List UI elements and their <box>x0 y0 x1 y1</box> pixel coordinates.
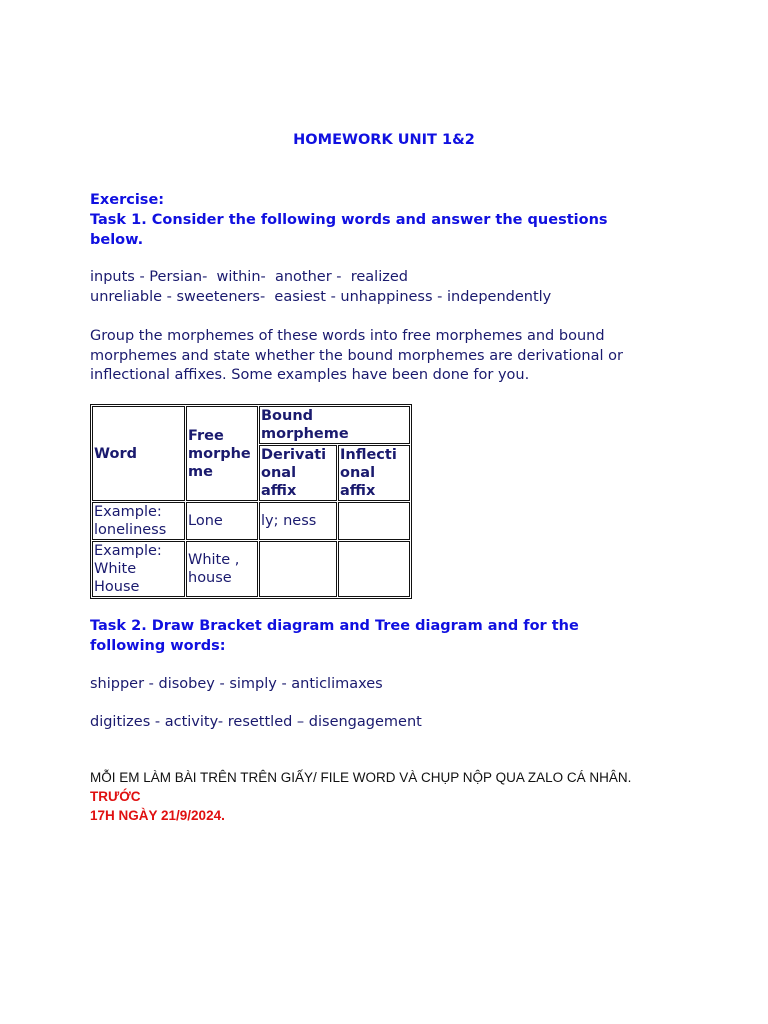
cell-inflectional-affix <box>338 502 410 540</box>
header-free-morpheme: Free morphe me <box>186 406 258 501</box>
submission-instruction: MỖI EM LÀM BÀI TRÊN TRÊN GIẤY/ FILE WORD VÀ CHỤP NỘP QUA ZALO CÁ NHÂN. <box>90 770 632 785</box>
table-row <box>92 502 410 540</box>
task1-words-line1: inputs - Persian- within- another - realized <box>90 269 408 285</box>
cell-derivational-affix <box>259 541 337 597</box>
task1-heading-block <box>90 190 650 250</box>
task1-instructions <box>90 327 670 386</box>
morpheme-table <box>90 404 412 599</box>
cell-word: Example: White House <box>92 541 185 597</box>
task1-words-line2: unreliable - sweeteners- easiest - unhappiness - independently <box>90 288 552 305</box>
header-derivational-affix: Derivati onal affix <box>259 445 337 501</box>
header-word: Word <box>92 406 185 501</box>
deadline-part2: 17H NGÀY 21/9/2024. <box>90 808 225 823</box>
task2-heading-line1: Task 2. Draw Bracket diagram and Tree diagram and for the <box>90 618 579 634</box>
cell-inflectional-affix <box>338 541 410 597</box>
task1-word-list <box>90 268 670 307</box>
page-title: HOMEWORK UNIT 1&2 <box>293 132 475 148</box>
task2-words-line1: shipper - disobey - simply - anticlimaxes <box>90 676 383 692</box>
task2-words-line2: digitizes - activity- resettled – disengagement <box>90 714 422 730</box>
cell-free-morpheme: Lone <box>186 502 258 540</box>
cell-free-morpheme: White , house <box>186 541 258 597</box>
exercise-label: Exercise: <box>90 192 165 208</box>
task2-heading-line2: following words: <box>90 638 226 654</box>
task2-heading-block <box>90 616 650 656</box>
header-bound-morpheme: Bound morpheme <box>259 406 410 444</box>
cell-word: Example: loneliness <box>92 502 185 540</box>
submission-note <box>90 768 670 825</box>
task1-instr-line1: Group the morphemes of these words into free morphemes and bound <box>90 328 605 344</box>
table-row <box>92 541 410 597</box>
task1-heading-line2: below. <box>90 232 144 248</box>
task1-instr-line3: inflectional affixes. Some examples have been done for you. <box>90 367 530 383</box>
cell-derivational-affix: ly; ness <box>259 502 337 540</box>
task1-heading-line1: Task 1. Consider the following words and answer the questions <box>90 212 608 228</box>
header-inflectional-affix: Inflecti onal affix <box>338 445 410 501</box>
task1-instr-line2: morphemes and state whether the bound morphemes are derivational or <box>90 347 623 364</box>
deadline-part1: TRƯỚC <box>90 789 141 804</box>
